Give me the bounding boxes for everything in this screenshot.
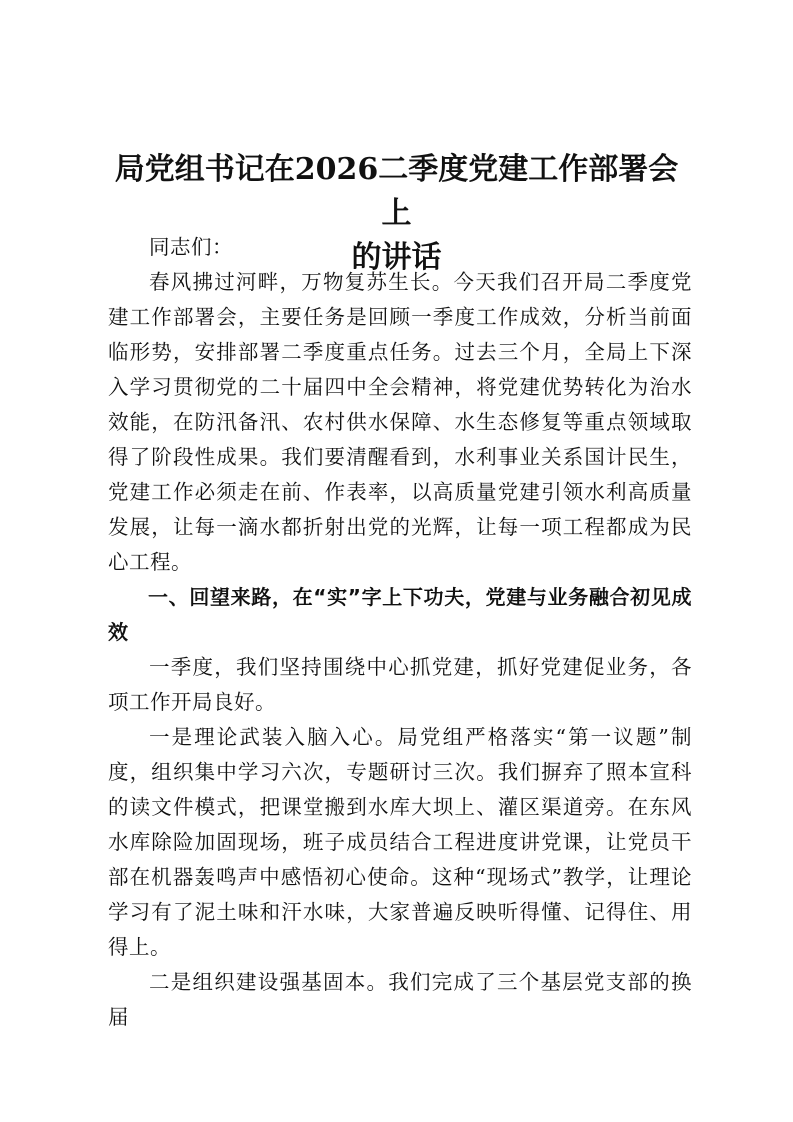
section-1-point-2: 二是组织建设强基固本。我们完成了三个基层党支部的换届	[108, 970, 692, 1029]
section-1-point-1: 一是理论武装入脑入心。局党组严格落实“第一议题”制度，组织集中学习六次，专题研讨三次。我们摒弃了照本宣科的读文件模式，把课堂搬到水库大坝上、灌区渠道旁。在东风水库除险加固现场，班子成员结合工程进度讲党课，让党员干部在机器轰鸣声中感悟初心使命。这种“现场式”教学，让理论学习有了泥土味和汗水味，大家普遍反映听得懂、记得住、用得上。	[108, 725, 692, 959]
opening-paragraph: 春风拂过河畔，万物复苏生长。今天我们召开局二季度党建工作部署会，主要任务是回顾一季度工作成效，分析当前面临形势，安排部署二季度重点任务。过去三个月，全局上下深入学习贯彻党的二十届四中全会精神，将党建优势转化为治水效能，在防汛备汛、农村供水保障、水生态修复等重点领域取得了阶段性成果。我们要清醒看到，水利事业关系国计民生，党建工作必须走在前、作表率，以高质量党建引领水利高质量发展，让每一滴水都折射出党的光辉，让每一项工程都成为民心工程。	[108, 270, 692, 574]
document-body	[108, 230, 692, 1035]
section-heading-1: 一、回望来路，在“实”字上下功夫，党建与业务融合初见成效	[108, 585, 692, 644]
section-1-intro: 一季度，我们坚持围绕中心抓党建，抓好党建促业务，各项工作开局良好。	[108, 655, 692, 714]
title-line-2: 的讲话	[351, 240, 442, 275]
title-line-1: 局党组书记在2026二季度党建工作部署会上	[114, 152, 679, 231]
salutation: 同志们：	[149, 235, 233, 259]
